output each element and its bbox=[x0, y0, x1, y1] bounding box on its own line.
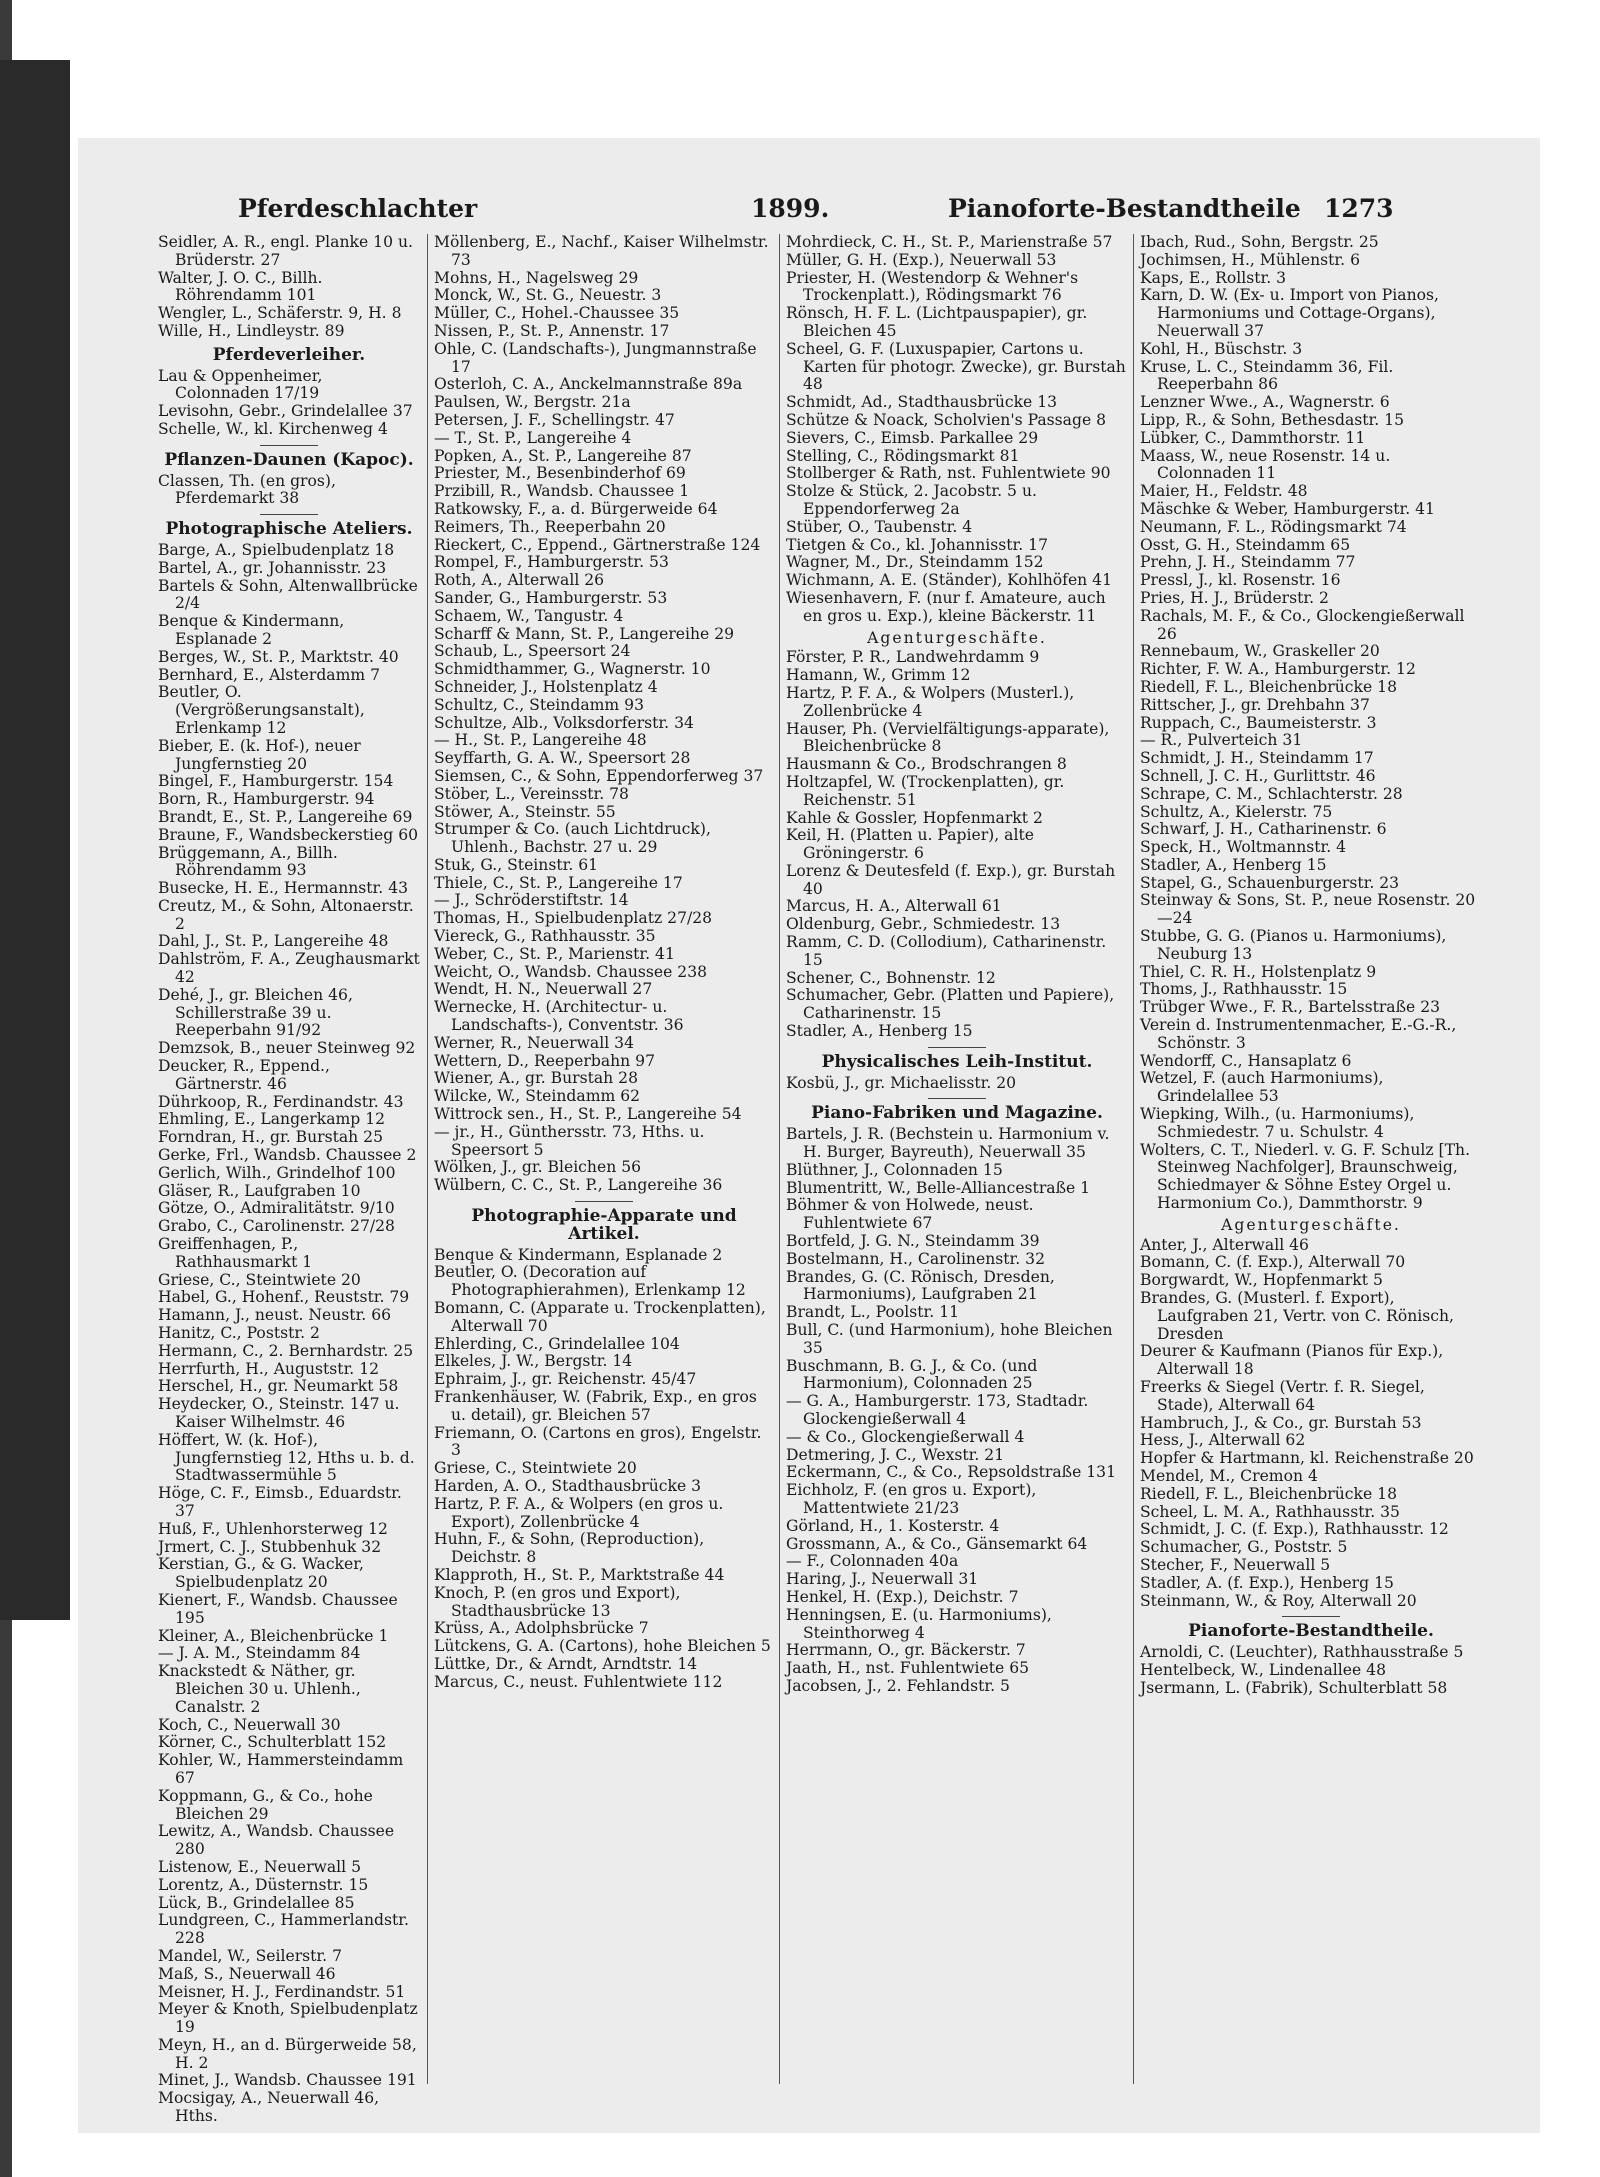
directory-entry: Schnell, J. C. H., Gurlittstr. 46 bbox=[1140, 766, 1376, 785]
running-header bbox=[78, 194, 1540, 234]
directory-entry: Bull, C. (und Harmonium), hohe Bleichen 35 bbox=[786, 1321, 1113, 1357]
directory-entry: Pressl, J., kl. Rosenstr. 16 bbox=[1140, 571, 1341, 590]
directory-entry: Knackstedt & Näther, gr. Bleichen 30 u. Uhlenh., Canalstr. 2 bbox=[158, 1662, 361, 1716]
directory-entry: Haring, J., Neuerwall 31 bbox=[786, 1570, 979, 1589]
header-year: 1899. bbox=[751, 194, 830, 223]
directory-entry: Hamann, W., Grimm 12 bbox=[786, 666, 971, 685]
directory-entry: Schwarf, J. H., Catharinenstr. 6 bbox=[1140, 820, 1387, 839]
directory-entry: Stecher, F., Neuerwall 5 bbox=[1140, 1555, 1331, 1574]
directory-entry: Forndran, H., gr. Burstah 25 bbox=[158, 1128, 384, 1147]
divider bbox=[575, 1201, 633, 1202]
page-number: 1273 bbox=[1324, 194, 1394, 223]
directory-entry: Bartels & Sohn, Altenwallbrücke 2/4 bbox=[158, 576, 418, 613]
directory-entry: Benque & Kindermann, Esplanade 2 bbox=[434, 1245, 723, 1264]
directory-entry: Priester, M., Besenbinderhof 69 bbox=[434, 464, 686, 483]
directory-entry: Jsermann, L. (Fabrik), Schulterblatt 58 bbox=[1140, 1678, 1448, 1697]
directory-entry: Ibach, Rud., Sohn, Bergstr. 25 bbox=[1140, 233, 1379, 251]
directory-entry: Rennebaum, W., Graskeller 20 bbox=[1140, 642, 1380, 661]
directory-entry: Bortfeld, J. G. N., Steindamm 39 bbox=[786, 1232, 1040, 1251]
directory-entry: Jaath, H., nst. Fuhlentwiete 65 bbox=[786, 1659, 1030, 1678]
directory-entry: Lück, B., Grindelallee 85 bbox=[158, 1893, 355, 1912]
directory-entry: Weber, C., St. P., Marienstr. 41 bbox=[434, 944, 675, 963]
directory-entry: Lundgreen, C., Hammerlandstr. 228 bbox=[158, 1911, 409, 1948]
directory-entry: Hauser, Ph. (Vervielfältigungs-apparate), Bleichenbrücke 8 bbox=[786, 719, 1110, 756]
directory-entry: — J. A. M., Steindamm 84 bbox=[158, 1644, 361, 1663]
directory-entry: Koch, C., Neuerwall 30 bbox=[158, 1715, 341, 1734]
directory-entry: Meyn, H., an d. Bürgerweide 58, H. 2 bbox=[158, 2035, 417, 2072]
directory-entry: Ruppach, C., Baumeisterstr. 3 bbox=[1140, 713, 1377, 732]
directory-entry: — F., Colonnaden 40a bbox=[786, 1552, 959, 1571]
directory-entry: Rittscher, J., gr. Drehbahn 37 bbox=[1140, 695, 1370, 714]
sub-heading: Agenturgeschäfte. bbox=[867, 628, 1047, 647]
directory-entry: Hopfer & Hartmann, kl. Reichenstraße 20 bbox=[1140, 1449, 1474, 1468]
directory-entry: Maass, W., neue Rosenstr. 14 u. Colonnaden 11 bbox=[1140, 446, 1391, 483]
directory-entry: Lenzner Wwe., A., Wagnerstr. 6 bbox=[1140, 393, 1390, 412]
directory-entry: Paulsen, W., Bergstr. 21a bbox=[434, 393, 631, 412]
directory-entry: Tietgen & Co., kl. Johannisstr. 17 bbox=[786, 535, 1049, 554]
directory-entry: Wölken, J., gr. Bleichen 56 bbox=[434, 1158, 642, 1177]
directory-entry: Blumentritt, W., Belle-Alliancestraße 1 bbox=[786, 1178, 1091, 1197]
directory-entry: Huhn, F., & Sohn, (Reproduction), Deichstr. 8 bbox=[434, 1530, 705, 1567]
directory-entry: Wülbern, C. C., St. P., Langereihe 36 bbox=[434, 1176, 723, 1195]
directory-entry: Wille, H., Lindleystr. 89 bbox=[158, 321, 345, 340]
directory-entry: Friemann, O. (Cartons en gros), Engelstr. 3 bbox=[434, 1423, 762, 1460]
directory-entry: Popken, A., St. P., Langereihe 87 bbox=[434, 446, 692, 465]
directory-entry: Thomas, H., Spielbudenplatz 27/28 bbox=[434, 909, 713, 928]
directory-entry: Riedell, F. L., Bleichenbrücke 18 bbox=[1140, 677, 1397, 696]
divider bbox=[1282, 1616, 1340, 1617]
directory-entry: Lorentz, A., Düsternstr. 15 bbox=[158, 1875, 369, 1894]
directory-entry: Pries, H. J., Brüderstr. 2 bbox=[1140, 588, 1329, 607]
directory-entry: Kleiner, A., Bleichenbrücke 1 bbox=[158, 1626, 389, 1645]
directory-entry: Thiel, C. R. H., Holstenplatz 9 bbox=[1140, 962, 1377, 981]
directory-entry: Lipp, R., & Sohn, Bethesdastr. 15 bbox=[1140, 410, 1405, 429]
directory-entry: Krüss, A., Adolphsbrücke 7 bbox=[434, 1619, 649, 1638]
directory-entry: Lewitz, A., Wandsb. Chaussee 280 bbox=[158, 1822, 395, 1859]
directory-entry: Hausmann & Co., Brodschrangen 8 bbox=[786, 755, 1067, 774]
directory-entry: Stubbe, G. G. (Pianos u. Harmoniums), Neuburg 13 bbox=[1140, 927, 1447, 963]
directory-entry: Wolters, C. T., Niederl. v. G. F. Schulz [Th. Steinweg Nachfolger], Braunschweig, Schiedmayer & Söhne Estey Orgel u. Harmonium Co.), Dammthorstr. 9 bbox=[1140, 1140, 1471, 1213]
directory-entry: Detmering, J. C., Wexstr. 21 bbox=[786, 1445, 1005, 1464]
directory-entry: Stöwer, A., Steinstr. 55 bbox=[434, 802, 616, 821]
directory-entry: Creutz, M., & Sohn, Altonaerstr. 2 bbox=[158, 896, 414, 933]
directory-entry: Kienert, F., Wandsb. Chaussee 195 bbox=[158, 1590, 398, 1627]
directory-entry: Höffert, W. (k. Hof-), Jungfernstieg 12, Hths u. b. d. Stadtwassermühle 5 bbox=[158, 1430, 415, 1485]
directory-entry: Höge, C. F., Eimsb., Eduardstr. 37 bbox=[158, 1484, 402, 1520]
directory-entry: Scheel, G. F. (Luxuspapier, Cartons u. Karten für photogr. Zwecke), gr. Burstah 48 bbox=[786, 339, 1126, 394]
directory-entry: Przibill, R., Wandsb. Chaussee 1 bbox=[434, 482, 690, 501]
directory-entry: Hamann, J., neust. Neustr. 66 bbox=[158, 1306, 392, 1325]
directory-entry: Dahlström, F. A., Zeughausmarkt 42 bbox=[158, 950, 420, 987]
directory-entry: Jacobsen, J., 2. Fehlandstr. 5 bbox=[786, 1676, 1010, 1695]
section-heading: Piano-Fabriken und Magazine. bbox=[811, 1103, 1103, 1124]
directory-entry: Kosbü, J., gr. Michaelisstr. 20 bbox=[786, 1073, 1017, 1092]
directory-entry: Seidler, A. R., engl. Planke 10 u. Brüderstr. 27 bbox=[158, 233, 413, 269]
directory-entry: Müller, G. H. (Exp.), Neuerwall 53 bbox=[786, 250, 1057, 269]
directory-entry: Steinway & Sons, St. P., neue Rosenstr. 20—24 bbox=[1140, 891, 1476, 928]
directory-entry: Schultz, A., Kielerstr. 75 bbox=[1140, 802, 1333, 821]
directory-entry: Marcus, C., neust. Fuhlentwiete 112 bbox=[434, 1672, 723, 1691]
directory-entry: Oldenburg, Gebr., Schmiedestr. 13 bbox=[786, 915, 1061, 934]
directory-entry: Ehmling, E., Langerkamp 12 bbox=[158, 1110, 386, 1129]
directory-entry: Kohler, W., Hammersteindamm 67 bbox=[158, 1751, 404, 1787]
directory-entry: Heydecker, O., Steinstr. 147 u. Kaiser Wilhelmstr. 46 bbox=[158, 1395, 400, 1431]
directory-entry: Schumacher, G., Poststr. 5 bbox=[1140, 1538, 1348, 1557]
directory-entry: Knoch, P. (en gros und Export), Stadthausbrücke 13 bbox=[434, 1583, 681, 1620]
section-heading: Pflanzen-Daunen (Kapoc). bbox=[164, 449, 414, 470]
directory-entry: Weicht, O., Wandsb. Chaussee 238 bbox=[434, 962, 708, 981]
directory-entry: Bieber, E. (k. Hof-), neuer Jungfernstieg 20 bbox=[158, 736, 361, 773]
directory-entry: Brüggemann, A., Billh. Röhrendamm 93 bbox=[158, 843, 338, 880]
directory-entry: Stüber, O., Taubenstr. 4 bbox=[786, 517, 973, 536]
directory-entry: Maier, H., Feldstr. 48 bbox=[1140, 482, 1308, 501]
directory-entry: Habel, G., Hohenf., Reuststr. 79 bbox=[158, 1288, 410, 1307]
directory-entry: Dahl, J., St. P., Langereihe 48 bbox=[158, 932, 389, 951]
directory-entry: Born, R., Hamburgerstr. 94 bbox=[158, 790, 375, 809]
directory-entry: Wichmann, A. E. (Ständer), Kohlhöfen 41 bbox=[786, 571, 1113, 590]
directory-entry: Lüttke, Dr., & Arndt, Arndtstr. 14 bbox=[434, 1654, 698, 1673]
directory-entry: Harden, A. O., Stadthausbrücke 3 bbox=[434, 1476, 702, 1495]
directory-entry: Prehn, J. H., Steindamm 77 bbox=[1140, 553, 1356, 572]
directory-entry: Lübker, C., Dammthorstr. 11 bbox=[1140, 428, 1366, 447]
directory-entry: Rachals, M. F., & Co., Glockengießerwall 26 bbox=[1140, 606, 1465, 643]
directory-entry: Bostelmann, H., Carolinenstr. 32 bbox=[786, 1249, 1046, 1268]
directory-entry: Frankenhäuser, W. (Fabrik, Exp., en gros u. detail), gr. Bleichen 57 bbox=[434, 1388, 757, 1424]
directory-entry: Ephraim, J., gr. Reichenstr. 45/47 bbox=[434, 1370, 697, 1389]
directory-entry: Thiele, C., St. P., Langereihe 17 bbox=[434, 873, 683, 892]
directory-entry: Hartz, P. F. A., & Wolpers (en gros u. Export), Zollenbrücke 4 bbox=[434, 1494, 724, 1531]
directory-entry: Buschmann, B. G. J., & Co. (und Harmonium), Colonnaden 25 bbox=[786, 1356, 1038, 1393]
directory-entry: Wilcke, W., Steindamm 62 bbox=[434, 1087, 641, 1106]
column-2 bbox=[434, 234, 774, 2114]
directory-entry: Huß, F., Uhlenhorsterweg 12 bbox=[158, 1519, 388, 1538]
directory-entry: Osterloh, C. A., Anckelmannstraße 89a bbox=[434, 375, 743, 394]
directory-entry: Trübger Wwe., F. R., Bartelsstraße 23 bbox=[1140, 998, 1441, 1017]
directory-entry: Jrmert, C. J., Stubbenhuk 32 bbox=[158, 1537, 382, 1556]
directory-entry: Griese, C., Steintwiete 20 bbox=[434, 1459, 637, 1478]
directory-entry: Rompel, F., Hamburgerstr. 53 bbox=[434, 553, 669, 572]
directory-entry: Wiepking, Wilh., (u. Harmoniums), Schmiedestr. 7 u. Schulstr. 4 bbox=[1140, 1105, 1415, 1141]
column-4 bbox=[1140, 234, 1482, 2114]
directory-entry: Körner, C., Schulterblatt 152 bbox=[158, 1733, 387, 1752]
directory-entry: Wetzel, F. (auch Harmoniums), Grindelallee 53 bbox=[1140, 1069, 1384, 1106]
directory-entry: Maß, S., Neuerwall 46 bbox=[158, 1964, 336, 1983]
section-heading: Photographische Ateliers. bbox=[165, 519, 413, 540]
directory-entry: Bartel, A., gr. Johannisstr. 23 bbox=[158, 558, 387, 577]
directory-entry: Wittrock sen., H., St. P., Langereihe 54 bbox=[434, 1105, 742, 1124]
directory-entry: Bomann, C. (Apparate u. Trockenplatten), Alterwall 70 bbox=[434, 1299, 766, 1335]
directory-entry: Klapproth, H., St. P., Marktstraße 44 bbox=[434, 1565, 725, 1584]
directory-entry: Deurer & Kaufmann (Pianos für Exp.), Alterwall 18 bbox=[1140, 1342, 1444, 1379]
directory-entry: Brandes, G. (C. Rönisch, Dresden, Harmoniums), Laufgraben 21 bbox=[786, 1267, 1055, 1304]
directory-entry: Mäschke & Weber, Hamburgerstr. 41 bbox=[1140, 499, 1435, 518]
directory-entry: Dührkoop, R., Ferdinandstr. 43 bbox=[158, 1092, 404, 1111]
section-heading: Pianoforte-Bestandtheile. bbox=[1188, 1621, 1434, 1642]
directory-entry: Richter, F. W. A., Hamburgerstr. 12 bbox=[1140, 660, 1416, 679]
directory-entry: Greiffenhagen, P., Rathhausmarkt 1 bbox=[158, 1235, 313, 1271]
directory-entry: Stuk, G., Steinstr. 61 bbox=[434, 855, 599, 874]
directory-entry: Hanitz, C., Poststr. 2 bbox=[158, 1324, 320, 1343]
directory-entry: Beutler, O. (Decoration auf Photographierahmen), Erlenkamp 12 bbox=[434, 1263, 746, 1300]
directory-entry: Hartz, P. F. A., & Wolpers (Musterl.), Zollenbrücke 4 bbox=[786, 683, 1075, 720]
directory-entry: Mohns, H., Nagelsweg 29 bbox=[434, 268, 639, 287]
directory-entry: — H., St. P., Langereihe 48 bbox=[434, 731, 647, 750]
directory-entry: Bernhard, E., Alsterdamm 7 bbox=[158, 665, 381, 684]
directory-entry: Braune, F., Wandsbeckerstieg 60 bbox=[158, 825, 419, 844]
directory-entry: Brandes, G. (Musterl. f. Export), Laufgraben 21, Vertr. von C. Rönisch, Dresden bbox=[1140, 1289, 1454, 1343]
directory-entry: Mandel, W., Seilerstr. 7 bbox=[158, 1946, 343, 1965]
column-3 bbox=[786, 234, 1128, 2114]
directory-entry: Lütckens, G. A. (Cartons), hohe Bleichen 5 bbox=[434, 1637, 771, 1656]
directory-entry: Schütze & Noack, Scholvien's Passage 8 bbox=[786, 410, 1107, 429]
column-rule bbox=[779, 234, 780, 2084]
directory-entry: Monck, W., St. G., Neuestr. 3 bbox=[434, 286, 662, 305]
directory-entry: Speck, H., Woltmannstr. 4 bbox=[1140, 838, 1347, 857]
section-heading: Photographie-Apparate und Artikel. bbox=[471, 1206, 737, 1244]
directory-entry: Eckermann, C., & Co., Repsoldstraße 131 bbox=[786, 1463, 1117, 1482]
directory-entry: Siemsen, C., & Sohn, Eppendorferweg 37 bbox=[434, 766, 764, 785]
directory-entry: Ramm, C. D. (Collodium), Catharinenstr. 15 bbox=[786, 933, 1107, 969]
directory-entry: Busecke, H. E., Hermannstr. 43 bbox=[158, 879, 409, 898]
directory-entry: Stadler, A., Henberg 15 bbox=[1140, 855, 1327, 874]
directory-entry: Kohl, H., Büschstr. 3 bbox=[1140, 339, 1303, 358]
directory-entry: Borgwardt, W., Hopfenmarkt 5 bbox=[1140, 1271, 1383, 1290]
directory-entry: Verein d. Instrumentenmacher, E.-G.-R., Schönstr. 3 bbox=[1140, 1016, 1457, 1052]
directory-entry: Ehlerding, C., Grindelallee 104 bbox=[434, 1334, 680, 1353]
directory-entry: Bomann, C. (f. Exp.), Alterwall 70 bbox=[1140, 1253, 1406, 1272]
directory-entry: Neumann, F. L., Rödingsmarkt 74 bbox=[1140, 517, 1407, 536]
directory-entry: Holtzapfel, W. (Trockenplatten), gr. Reichenstr. 51 bbox=[786, 772, 1065, 809]
directory-entry: Wendorff, C., Hansaplatz 6 bbox=[1140, 1051, 1352, 1070]
directory-entry: Nissen, P., St. P., Annenstr. 17 bbox=[434, 321, 670, 340]
directory-entry: Griese, C., Steintwiete 20 bbox=[158, 1270, 361, 1289]
directory-entry: Gerke, Frl., Wandsb. Chaussee 2 bbox=[158, 1146, 417, 1165]
directory-entry: Osst, G. H., Steindamm 65 bbox=[1140, 535, 1351, 554]
directory-entry: Reimers, Th., Reeperbahn 20 bbox=[434, 517, 666, 536]
directory-entry: Hentelbeck, W., Lindenallee 48 bbox=[1140, 1660, 1386, 1679]
directory-entry: Arnoldi, C. (Leuchter), Rathhausstraße 5 bbox=[1140, 1643, 1464, 1662]
directory-entry: Wiesenhavern, F. (nur f. Amateure, auch en gros u. Exp.), kleine Bäckerstr. 11 bbox=[786, 588, 1106, 625]
directory-entry: Wettern, D., Reeperbahn 97 bbox=[434, 1051, 655, 1070]
directory-entry: Rönsch, H. F. L. (Lichtpauspapier), gr. Bleichen 45 bbox=[786, 304, 1088, 340]
directory-entry: Elkeles, J. W., Bergstr. 14 bbox=[434, 1352, 633, 1371]
directory-entry: Rieckert, C., Eppend., Gärtnerstraße 124 bbox=[434, 535, 761, 554]
directory-entry: Lau & Oppenheimer, Colonnaden 17/19 bbox=[158, 366, 323, 403]
directory-entry: Werner, R., Neuerwall 34 bbox=[434, 1033, 634, 1052]
directory-entry: Bartels, J. R. (Bechstein u. Harmonium v. H. Burger, Bayreuth), Neuerwall 35 bbox=[786, 1125, 1110, 1162]
directory-entry: Kruse, L. C., Steindamm 36, Fil. Reeperbahn 86 bbox=[1140, 357, 1394, 394]
directory-entry: Schmidthammer, G., Wagnerstr. 10 bbox=[434, 660, 711, 679]
directory-entry: Keil, H. (Platten u. Papier), alte Gröningerstr. 6 bbox=[786, 826, 1034, 863]
directory-entry: — J., Schröderstiftstr. 14 bbox=[434, 891, 629, 910]
directory-entry: Marcus, H. A., Alterwall 61 bbox=[786, 897, 1002, 916]
directory-entry: Gläser, R., Laufgraben 10 bbox=[158, 1181, 361, 1200]
directory-entry: Benque & Kindermann, Esplanade 2 bbox=[158, 612, 345, 648]
directory-entry: Hambruch, J., & Co., gr. Burstah 53 bbox=[1140, 1413, 1422, 1432]
directory-entry: Herschel, H., gr. Neumarkt 58 bbox=[158, 1377, 399, 1396]
directory-entry: Schelle, W., kl. Kirchenweg 4 bbox=[158, 419, 388, 438]
divider bbox=[260, 514, 318, 515]
directory-entry: Riedell, F. L., Bleichenbrücke 18 bbox=[1140, 1484, 1397, 1503]
directory-entry: Ohle, C. (Landschafts-), Jungmannstraße 17 bbox=[434, 339, 757, 376]
directory-entry: Mocsigay, A., Neuerwall 46, Hths. bbox=[158, 2089, 380, 2126]
directory-entry: Schrape, C. M., Schlachterstr. 28 bbox=[1140, 784, 1403, 803]
directory-entry: Scheel, L. M. A., Rathhausstr. 35 bbox=[1140, 1502, 1400, 1521]
directory-entry: Jochimsen, H., Mühlenstr. 6 bbox=[1140, 250, 1361, 269]
column-rule bbox=[1133, 234, 1134, 2084]
section-heading: Physicalisches Leih-Institut. bbox=[821, 1051, 1093, 1072]
directory-entry: Scharff & Mann, St. P., Langereihe 29 bbox=[434, 624, 735, 643]
directory-entry: Freerks & Siegel (Vertr. f. R. Siegel, Stade), Alterwall 64 bbox=[1140, 1378, 1425, 1414]
divider bbox=[260, 445, 318, 446]
directory-entry: Demzsok, B., neuer Steinweg 92 bbox=[158, 1039, 416, 1058]
directory-entry: Beutler, O. (Vergrößerungsanstalt), Erlenkamp 12 bbox=[158, 683, 365, 737]
directory-entry: Wengler, L., Schäferstr. 9, H. 8 bbox=[158, 304, 402, 323]
directory-entry: Schmidt, J. H., Steindamm 17 bbox=[1140, 749, 1374, 768]
column-rule bbox=[427, 234, 428, 2084]
directory-entry: Herrmann, O., gr. Bäckerstr. 7 bbox=[786, 1641, 1026, 1660]
directory-entry: Bingel, F., Hamburgerstr. 154 bbox=[158, 772, 394, 791]
directory-entry: Wernecke, H. (Architectur- u. Landschafts-), Conventstr. 36 bbox=[434, 998, 684, 1035]
directory-entry: Henkel, H. (Exp.), Deichstr. 7 bbox=[786, 1587, 1019, 1606]
directory-entry: Kerstian, G., & G. Wacker, Spielbudenplatz 20 bbox=[158, 1555, 364, 1592]
directory-entry: Brandt, E., St. P., Langereihe 69 bbox=[158, 807, 413, 826]
directory-entry: Schneider, J., Holstenplatz 4 bbox=[434, 677, 658, 696]
directory-entry: Schultze, Alb., Volksdorferstr. 34 bbox=[434, 713, 694, 732]
divider bbox=[928, 1047, 986, 1048]
directory-entry: Strumper & Co. (auch Lichtdruck), Uhlenh., Bachstr. 27 u. 29 bbox=[434, 820, 711, 857]
directory-entry: Möllenberg, E., Nachf., Kaiser Wilhelmstr. 73 bbox=[434, 233, 769, 269]
directory-entry: Görland, H., 1. Kosterstr. 4 bbox=[786, 1516, 1000, 1535]
directory-entry: Förster, P. R., Landwehrdamm 9 bbox=[786, 648, 1040, 667]
directory-entry: Levisohn, Gebr., Grindelallee 37 bbox=[158, 402, 413, 421]
directory-entry: Sievers, C., Eimsb. Parkallee 29 bbox=[786, 428, 1039, 447]
directory-entry: Schultz, C., Steindamm 93 bbox=[434, 695, 644, 714]
directory-entry: Brandt, L., Poolstr. 11 bbox=[786, 1303, 960, 1322]
directory-entry: Mohrdieck, C. H., St. P., Marienstraße 57 bbox=[786, 233, 1113, 251]
directory-entry: Stelling, C., Rödingsmarkt 81 bbox=[786, 446, 1020, 465]
directory-entry: Grossmann, A., & Co., Gänsemarkt 64 bbox=[786, 1534, 1088, 1553]
divider bbox=[928, 1098, 986, 1099]
directory-entry: Stapel, G., Schauenburgerstr. 23 bbox=[1140, 873, 1400, 892]
directory-entry: Priester, H. (Westendorp & Wehner's Trockenplatt.), Rödingsmarkt 76 bbox=[786, 268, 1079, 305]
directory-page bbox=[78, 138, 1540, 2133]
directory-entry: Thoms, J., Rathhausstr. 15 bbox=[1140, 980, 1348, 999]
directory-entry: Schaem, W., Tangustr. 4 bbox=[434, 606, 624, 625]
directory-entry: Steinmann, W., & Roy, Alterwall 20 bbox=[1140, 1591, 1417, 1610]
directory-entry: — jr., H., Günthersstr. 73, Hths. u. Speersort 5 bbox=[434, 1122, 705, 1159]
directory-entry: Blüthner, J., Colonnaden 15 bbox=[786, 1160, 1003, 1179]
scan-binding-shadow bbox=[0, 60, 70, 1620]
directory-entry: Eichholz, F. (en gros u. Export), Mattentwiete 21/23 bbox=[786, 1481, 1037, 1517]
directory-entry: Wagner, M., Dr., Steindamm 152 bbox=[786, 553, 1044, 572]
directory-entry: Stöber, L., Vereinsstr. 78 bbox=[434, 784, 629, 803]
directory-entry: Schmidt, J. C. (f. Exp.), Rathhausstr. 12 bbox=[1140, 1520, 1449, 1539]
directory-entry: Walter, J. O. C., Billh. Röhrendamm 101 bbox=[158, 268, 323, 305]
directory-entry: Minet, J., Wandsb. Chaussee 191 bbox=[158, 2071, 417, 2090]
directory-entry: Anter, J., Alterwall 46 bbox=[1140, 1235, 1309, 1254]
directory-entry: Ratkowsky, F., a. d. Bürgerweide 64 bbox=[434, 499, 718, 518]
directory-entry: Karn, D. W. (Ex- u. Import von Pianos, Harmoniums und Cottage-Organs), Neuerwall 37 bbox=[1140, 286, 1439, 340]
directory-entry: Schmidt, Ad., Stadthausbrücke 13 bbox=[786, 393, 1058, 412]
directory-entry: Grabo, C., Carolinenstr. 27/28 bbox=[158, 1217, 395, 1236]
directory-entry: Wendt, H. N., Neuerwall 27 bbox=[434, 980, 653, 999]
directory-entry: Stollberger & Rath, nst. Fuhlentwiete 90 bbox=[786, 464, 1111, 483]
directory-entry: Listenow, E., Neuerwall 5 bbox=[158, 1857, 362, 1876]
directory-entry: Lorenz & Deutesfeld (f. Exp.), gr. Burstah 40 bbox=[786, 861, 1116, 898]
directory-entry: Hermann, C., 2. Bernhardstr. 25 bbox=[158, 1341, 414, 1360]
directory-entry: Gerlich, Wilh., Grindelhof 100 bbox=[158, 1163, 396, 1182]
directory-entry: Deucker, R., Eppend., Gärtnerstr. 46 bbox=[158, 1057, 330, 1093]
directory-entry: Mendel, M., Cremon 4 bbox=[1140, 1466, 1318, 1485]
directory-entry: Wiener, A., gr. Burstah 28 bbox=[434, 1069, 639, 1088]
header-right-title: Pianoforte-Bestandtheile bbox=[948, 194, 1301, 223]
directory-entry: Viereck, G., Rathhausstr. 35 bbox=[434, 927, 656, 946]
directory-entry: Roth, A., Alterwall 26 bbox=[434, 571, 605, 590]
directory-entry: Böhmer & von Holwede, neust. Fuhlentwiete 67 bbox=[786, 1196, 1034, 1233]
directory-entry: Henningsen, E. (u. Harmoniums), Steinthorweg 4 bbox=[786, 1605, 1052, 1642]
directory-entry: Seyffarth, G. A. W., Speersort 28 bbox=[434, 749, 691, 768]
directory-entry: Dehé, J., gr. Bleichen 46, Schillerstraße 39 u. Reeperbahn 91/92 bbox=[158, 985, 353, 1040]
directory-entry: Schener, C., Bohnenstr. 12 bbox=[786, 968, 996, 987]
directory-entry: Götze, O., Admiralitätstr. 9/10 bbox=[158, 1199, 395, 1218]
header-left-title: Pferdeschlachter bbox=[238, 194, 478, 223]
directory-entry: Barge, A., Spielbudenplatz 18 bbox=[158, 540, 395, 559]
directory-entry: — R., Pulverteich 31 bbox=[1140, 731, 1303, 750]
directory-entry: Müller, C., Hohel.-Chaussee 35 bbox=[434, 304, 680, 323]
directory-entry: — T., St. P., Langereihe 4 bbox=[434, 428, 632, 447]
directory-entry: Stadler, A. (f. Exp.), Henberg 15 bbox=[1140, 1573, 1394, 1592]
directory-entry: Stolze & Stück, 2. Jacobstr. 5 u. Eppendorferweg 2a bbox=[786, 482, 1037, 518]
directory-entry: Kaps, E., Rollstr. 3 bbox=[1140, 268, 1287, 287]
directory-entry: Classen, Th. (en gros), Pferdemarkt 38 bbox=[158, 471, 336, 508]
directory-entry: — G. A., Hamburgerstr. 173, Stadtadr. Glockengießerwall 4 bbox=[786, 1392, 1089, 1428]
directory-entry: Schaub, L., Speersort 24 bbox=[434, 642, 631, 661]
directory-entry: Kahle & Gossler, Hopfenmarkt 2 bbox=[786, 808, 1043, 827]
directory-entry: Berges, W., St. P., Marktstr. 40 bbox=[158, 647, 399, 666]
directory-entry: Meyer & Knoth, Spielbudenplatz 19 bbox=[158, 2000, 418, 2037]
directory-entry: Schumacher, Gebr. (Platten und Papiere), Catharinenstr. 15 bbox=[786, 986, 1115, 1023]
column-1 bbox=[158, 233, 420, 2126]
directory-entry: Koppmann, G., & Co., hohe Bleichen 29 bbox=[158, 1786, 373, 1823]
directory-entry: — & Co., Glockengießerwall 4 bbox=[786, 1427, 1025, 1446]
directory-entry: Petersen, J. F., Schellingstr. 47 bbox=[434, 410, 675, 429]
directory-entry: Stadler, A., Henberg 15 bbox=[786, 1022, 973, 1041]
directory-entry: Meisner, H. J., Ferdinandstr. 51 bbox=[158, 1982, 406, 2001]
section-heading: Pferdeverleiher. bbox=[212, 344, 366, 365]
directory-entry: Hess, J., Alterwall 62 bbox=[1140, 1431, 1306, 1450]
directory-entry: Herrfurth, H., Auguststr. 12 bbox=[158, 1359, 380, 1378]
directory-entry: Sander, G., Hamburgerstr. 53 bbox=[434, 588, 668, 607]
sub-heading: Agenturgeschäfte. bbox=[1221, 1215, 1401, 1234]
